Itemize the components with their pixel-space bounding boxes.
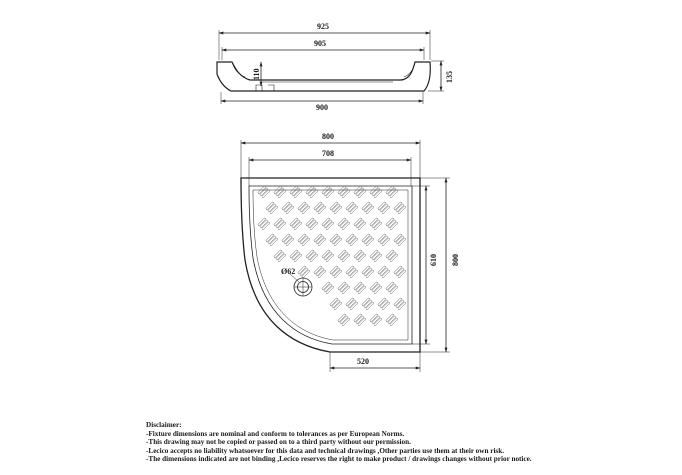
anti-slip-pad xyxy=(298,202,310,214)
anti-slip-pad xyxy=(378,266,390,278)
side-view xyxy=(217,30,444,104)
anti-slip-pad xyxy=(362,234,374,246)
anti-slip-pad xyxy=(330,298,342,310)
anti-slip-pad xyxy=(370,218,382,230)
anti-slip-pad xyxy=(282,202,294,214)
anti-slip-pad xyxy=(290,250,302,262)
anti-slip-pad xyxy=(330,202,342,214)
anti-slip-pad xyxy=(346,298,358,310)
anti-slip-pad xyxy=(322,218,334,230)
anti-slip-pad xyxy=(306,218,318,230)
anti-slip-pad xyxy=(394,234,406,246)
anti-slip-pad xyxy=(282,234,294,246)
anti-slip-pad xyxy=(386,250,398,262)
anti-slip-pad xyxy=(370,314,382,326)
anti-slip-pad xyxy=(258,186,270,198)
plan-view xyxy=(241,140,450,372)
anti-slip-pad xyxy=(274,250,286,262)
anti-slip-pad xyxy=(338,314,350,326)
anti-slip-pad xyxy=(330,234,342,246)
anti-slip-pad xyxy=(394,202,406,214)
disclaimer-block xyxy=(146,421,676,464)
anti-slip-pad xyxy=(386,218,398,230)
anti-slip-pad xyxy=(370,186,382,198)
anti-slip-pad xyxy=(298,266,310,278)
dim-label-708: 708 xyxy=(322,149,334,158)
anti-slip-pad xyxy=(266,234,278,246)
disclaimer-line: -The dimensions indicated are not binding ,Lecico reserves the right to make product / drawings changes without prior notice. xyxy=(146,455,532,464)
anti-slip-pad xyxy=(386,314,398,326)
dim-label-925: 925 xyxy=(317,22,329,31)
anti-slip-pad xyxy=(362,202,374,214)
anti-slip-pad xyxy=(362,298,374,310)
anti-slip-pad xyxy=(298,234,310,246)
tray-profile-outline xyxy=(217,62,430,91)
anti-slip-pad xyxy=(274,186,286,198)
anti-slip-pad xyxy=(266,202,278,214)
anti-slip-pad xyxy=(346,266,358,278)
dim-label-800-top: 800 xyxy=(322,132,334,141)
anti-slip-pad xyxy=(346,234,358,246)
anti-slip-pad xyxy=(386,186,398,198)
anti-slip-pad xyxy=(290,186,302,198)
dim-label-610: 610 xyxy=(429,254,438,266)
anti-slip-pad xyxy=(378,202,390,214)
anti-slip-pad xyxy=(378,234,390,246)
dim-label-800-right: 800 xyxy=(451,254,460,266)
anti-slip-pad xyxy=(290,218,302,230)
anti-slip-pad xyxy=(274,218,286,230)
anti-slip-pad xyxy=(354,282,366,294)
anti-slip-pad xyxy=(322,250,334,262)
disclaimer-line: -Lecico accepts no liability whatsoever for this data and technical drawings ,Other parties use them at their own risk. xyxy=(146,446,505,455)
anti-slip-pad xyxy=(362,266,374,278)
anti-slip-pad xyxy=(338,186,350,198)
anti-slip-pad xyxy=(306,250,318,262)
anti-slip-pad xyxy=(378,298,390,310)
anti-slip-pad xyxy=(370,282,382,294)
anti-slip-pad xyxy=(354,314,366,326)
tray-outer-outline xyxy=(241,178,420,352)
disclaimer-line: -This drawing may not be copied or passed on to a third party without our permission. xyxy=(146,438,411,447)
anti-slip-pad xyxy=(322,186,334,198)
anti-slip-pad xyxy=(394,298,406,310)
anti-slip-pad xyxy=(314,202,326,214)
anti-slip-pad xyxy=(354,218,366,230)
dim-label-900: 900 xyxy=(316,103,328,112)
anti-slip-pad xyxy=(314,234,326,246)
anti-slip-pattern xyxy=(258,186,406,326)
dim-label-520: 520 xyxy=(357,357,369,366)
anti-slip-pad xyxy=(338,218,350,230)
anti-slip-pad xyxy=(258,218,270,230)
disclaimer-title: Disclaimer: xyxy=(146,421,182,429)
anti-slip-pad xyxy=(338,282,350,294)
anti-slip-pad xyxy=(370,250,382,262)
anti-slip-pad xyxy=(330,266,342,278)
anti-slip-pad xyxy=(354,186,366,198)
anti-slip-pad xyxy=(338,250,350,262)
anti-slip-pad xyxy=(354,250,366,262)
disclaimer-line: -Fixture dimensions are nominal and conform to tolerances as per European Norms. xyxy=(146,429,405,438)
dim-label-905: 905 xyxy=(314,39,326,48)
dim-label-drain: Ø62 xyxy=(281,267,296,276)
anti-slip-pad xyxy=(314,266,326,278)
anti-slip-pad xyxy=(346,202,358,214)
anti-slip-pad xyxy=(322,282,334,294)
anti-slip-pad xyxy=(394,266,406,278)
anti-slip-pad xyxy=(386,282,398,294)
dim-label-135: 135 xyxy=(445,71,454,83)
dim-label-110: 110 xyxy=(252,68,261,80)
anti-slip-pad xyxy=(306,186,318,198)
